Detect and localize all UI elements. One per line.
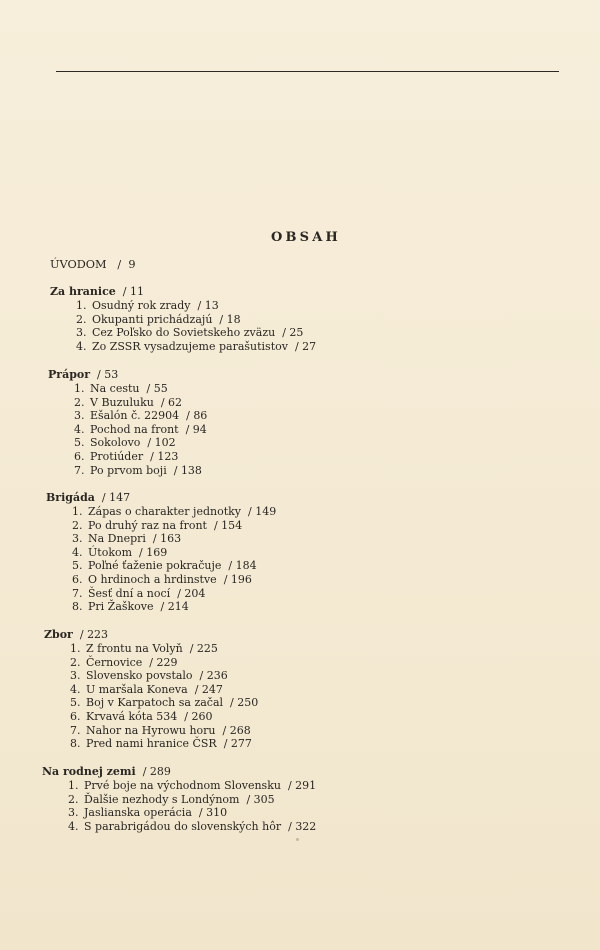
chapter-entry: [46, 587, 276, 601]
page-separator: /: [190, 299, 205, 312]
chapter-page: 268: [229, 723, 251, 737]
chapter-number: 3.: [68, 806, 79, 820]
page-separator: /: [177, 709, 192, 723]
chapter-number: 1.: [70, 642, 81, 655]
chapter-number: 8.: [72, 600, 83, 614]
chapter-title: Protiúder: [90, 449, 144, 463]
chapter-title: Pred nami hranice ČSR: [86, 737, 217, 751]
chapter-number: 5.: [70, 696, 81, 710]
chapter-entry: [46, 600, 276, 614]
section-heading: [42, 764, 316, 779]
chapter-number: 3.: [70, 669, 81, 683]
section-heading: [46, 490, 276, 505]
chapter-page: 18: [226, 312, 241, 326]
page-separator: /: [215, 723, 230, 737]
chapter-entry: [50, 299, 316, 313]
page-separator: /: [143, 449, 158, 463]
chapter-page: 149: [255, 505, 277, 518]
chapter-title: U maršala Koneva: [86, 682, 188, 696]
page-separator: /: [90, 368, 105, 381]
chapter-entry: [48, 409, 207, 423]
chapter-title: Ešalón č. 22904: [90, 409, 180, 423]
toc-section: [46, 490, 276, 614]
chapter-page: 154: [221, 518, 243, 532]
page-separator: /: [275, 326, 290, 340]
chapter-entry: [48, 436, 207, 450]
chapter-page: 310: [206, 806, 228, 820]
chapter-number: 7.: [74, 463, 85, 477]
section-title: Zbor: [44, 628, 73, 641]
chapter-page: 225: [196, 642, 218, 655]
section-page: 11: [129, 285, 144, 298]
section-title: Za hranice: [50, 285, 116, 298]
chapter-entry: [48, 450, 207, 464]
chapter-title: Jaslianska operácia: [84, 806, 192, 820]
page-separator: /: [281, 819, 296, 833]
chapter-entry: [44, 696, 258, 710]
chapter-title: Krvavá kóta 534: [86, 709, 178, 723]
chapter-page: 236: [206, 669, 228, 683]
chapter-entry: [46, 573, 276, 587]
chapter-entry: [44, 737, 258, 751]
toc-section: [42, 764, 316, 833]
chapter-number: 2.: [72, 518, 83, 532]
chapter-entry: [44, 683, 258, 697]
chapter-number: 2.: [76, 312, 87, 326]
chapter-entry: [48, 464, 207, 478]
chapter-number: 4.: [70, 682, 81, 696]
chapter-title: Po prvom boji: [90, 463, 167, 477]
chapter-page: 214: [167, 600, 189, 614]
chapter-number: 5.: [72, 559, 83, 573]
chapter-page: 25: [289, 326, 304, 340]
chapter-title: Boj v Karpatoch sa začal: [86, 696, 224, 710]
section-heading: [48, 367, 207, 382]
page-separator: /: [110, 258, 125, 271]
chapter-number: 4.: [72, 545, 83, 559]
chapter-entry: [50, 313, 316, 327]
page-separator: /: [191, 806, 207, 820]
chapter-entry: [42, 806, 316, 820]
page-separator: /: [182, 642, 197, 655]
chapter-title: Z frontu na Volyň: [86, 642, 183, 655]
chapter-entry: [48, 382, 207, 396]
chapter-number: 2.: [68, 792, 79, 806]
section-title: Brigáda: [46, 491, 95, 504]
page-separator: /: [223, 696, 238, 710]
chapter-page: 13: [204, 299, 219, 312]
chapter-title: Útokom: [88, 545, 133, 559]
page-separator: /: [115, 285, 130, 298]
chapter-page: 169: [146, 545, 168, 559]
chapter-title: Cez Poľsko do Sovietskeho zväzu: [92, 326, 276, 340]
page-separator: /: [166, 463, 181, 477]
chapter-entry: [42, 820, 316, 834]
chapter-number: 1.: [68, 779, 79, 792]
chapter-title: Zo ZSSR vysadzujeme parašutistov: [92, 339, 288, 353]
chapter-title: Černovice: [86, 655, 143, 669]
chapter-number: 2.: [74, 395, 85, 409]
chapter-title: Osudný rok zrady: [92, 299, 191, 312]
header-rule: [56, 71, 559, 72]
chapter-number: 1.: [74, 382, 85, 395]
chapter-entry: [46, 505, 276, 519]
page-separator: /: [239, 792, 254, 806]
chapter-page: 55: [153, 382, 168, 395]
paper-speck: [296, 838, 299, 841]
chapter-number: 7.: [70, 723, 81, 737]
section-page: 223: [87, 628, 109, 641]
chapter-entry: [44, 669, 258, 683]
page-separator: /: [212, 312, 227, 326]
chapter-page: 102: [154, 436, 176, 450]
page-separator: /: [139, 382, 154, 395]
page-separator: /: [192, 669, 207, 683]
toc-section: [50, 284, 316, 353]
page-separator: /: [94, 491, 110, 504]
page-separator: /: [153, 395, 169, 409]
chapter-number: 8.: [70, 737, 81, 751]
chapter-entry: [48, 396, 207, 410]
section-page: 53: [104, 368, 119, 381]
page-separator: /: [280, 779, 296, 792]
chapter-number: 6.: [72, 572, 83, 586]
chapter-page: 138: [180, 463, 202, 477]
chapter-list: [46, 505, 276, 614]
chapter-entry: [44, 656, 258, 670]
chapter-number: 6.: [70, 709, 81, 723]
chapter-number: 7.: [72, 586, 83, 600]
page-separator: /: [187, 682, 202, 696]
chapter-number: 3.: [74, 409, 85, 423]
chapter-title: Ďalšie nezhody s Londýnom: [84, 792, 240, 806]
page-separator: /: [221, 559, 236, 573]
chapter-entry: [42, 779, 316, 793]
chapter-list: [50, 299, 316, 353]
chapter-title: Po druhý raz na front: [88, 518, 207, 532]
section-title: Prápor: [48, 368, 91, 381]
chapter-title: Na Dnepri: [88, 532, 146, 546]
chapter-page: 247: [201, 682, 223, 696]
chapter-title: Zápas o charakter jednotky: [88, 505, 242, 518]
page-separator: /: [216, 737, 231, 751]
chapter-title: Pri Žaškove: [88, 600, 154, 614]
chapter-entry: [44, 724, 258, 738]
chapter-number: 2.: [70, 655, 81, 669]
chapter-number: 1.: [76, 299, 87, 312]
chapter-page: 260: [191, 709, 213, 723]
page-separator: /: [179, 409, 194, 423]
chapter-page: 277: [230, 737, 252, 751]
chapter-entry: [44, 642, 258, 656]
section-page: 289: [149, 765, 171, 778]
page-separator: /: [216, 572, 231, 586]
chapter-page: 123: [157, 449, 179, 463]
chapter-title: Na cestu: [90, 382, 140, 395]
page-separator: /: [135, 765, 150, 778]
chapter-number: 3.: [76, 326, 87, 340]
chapter-number: 6.: [74, 449, 85, 463]
chapter-number: 1.: [72, 505, 83, 518]
chapter-number: 4.: [74, 422, 85, 436]
chapter-page: 322: [295, 819, 317, 833]
chapter-title: Sokolovo: [90, 436, 141, 450]
section-heading: [50, 284, 316, 299]
page-separator: /: [72, 628, 88, 641]
chapter-list: [42, 779, 316, 833]
chapter-title: Okupanti prichádzajú: [92, 312, 213, 326]
chapter-title: Prvé boje na východnom Slovensku: [84, 779, 281, 792]
chapter-title: Šesť dní a nocí: [88, 586, 171, 600]
page-separator: /: [142, 655, 157, 669]
chapter-entry: [46, 559, 276, 573]
chapter-page: 86: [193, 409, 208, 423]
page-title: OBSAH: [270, 230, 342, 245]
page-separator: /: [132, 545, 147, 559]
page-separator: /: [178, 422, 193, 436]
chapter-list: [48, 382, 207, 477]
chapter-page: 229: [156, 655, 178, 669]
intro-label: ÚVODOM: [50, 258, 107, 271]
section-page: 147: [109, 491, 131, 504]
chapter-entry: [46, 519, 276, 533]
section-title: Na rodnej zemi: [42, 765, 136, 778]
chapter-entry: [46, 532, 276, 546]
chapter-title: Pochod na front: [90, 422, 179, 436]
chapter-title: Poľné ťaženie pokračuje: [88, 559, 222, 573]
chapter-entry: [46, 546, 276, 560]
chapter-title: O hrdinoch a hrdinstve: [88, 572, 217, 586]
chapter-title: Slovensko povstalo: [86, 669, 193, 683]
toc-intro: [50, 258, 136, 271]
chapter-title: Nahor na Hyrowu horu: [86, 723, 216, 737]
page-separator: /: [140, 436, 155, 450]
page-separator: /: [153, 600, 168, 614]
chapter-page: 27: [302, 339, 317, 353]
chapter-page: 184: [235, 559, 257, 573]
toc-section: [44, 627, 258, 751]
chapter-page: 163: [160, 532, 182, 546]
chapter-number: 3.: [72, 532, 83, 546]
toc-section: [48, 367, 207, 477]
chapter-number: 4.: [76, 339, 87, 353]
chapter-page: 305: [253, 792, 275, 806]
chapter-page: 62: [168, 395, 183, 409]
chapter-page: 291: [295, 779, 317, 792]
section-heading: [44, 627, 258, 642]
chapter-page: 250: [237, 696, 259, 710]
chapter-entry: [42, 793, 316, 807]
chapter-entry: [50, 340, 316, 354]
chapter-number: 4.: [68, 819, 79, 833]
chapter-page: 204: [184, 586, 206, 600]
page-separator: /: [287, 339, 303, 353]
chapter-title: S parabrigádou do slovenských hôr: [84, 819, 282, 833]
page-separator: /: [206, 518, 222, 532]
chapter-entry: [50, 326, 316, 340]
chapter-entry: [44, 710, 258, 724]
chapter-page: 94: [192, 422, 207, 436]
page-separator: /: [170, 586, 185, 600]
chapter-title: V Buzuluku: [90, 395, 154, 409]
page-separator: /: [145, 532, 161, 546]
page-separator: /: [241, 505, 256, 518]
intro-page: 9: [128, 258, 136, 271]
chapter-list: [44, 642, 258, 751]
chapter-entry: [48, 423, 207, 437]
chapter-page: 196: [230, 572, 252, 586]
chapter-number: 5.: [74, 436, 85, 450]
